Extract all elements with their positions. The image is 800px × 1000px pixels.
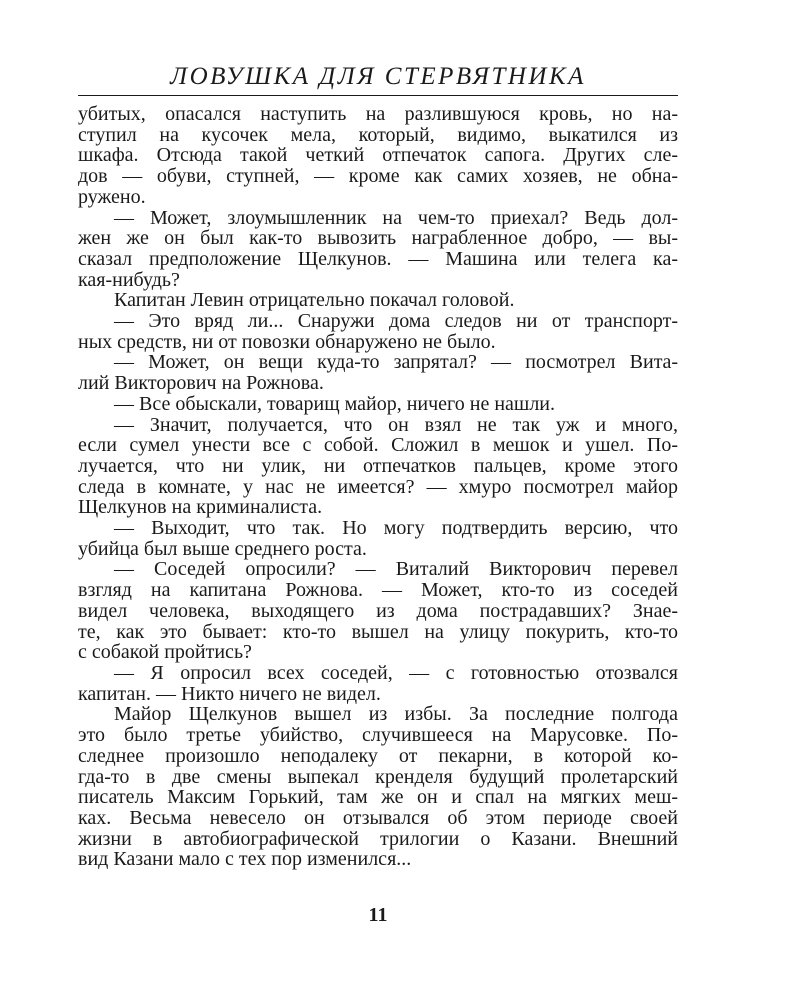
text-line: убитых, опасался наступить на разлившуюся кровь, но на- [78, 103, 678, 125]
text-line: ступил на кусочек мела, который, видимо, выкатился из [78, 123, 678, 146]
text-line: шкафа. Отсюда такой четкий отпечаток сапога. Других сле- [78, 144, 678, 167]
text-line: — Я опросил всех соседей, — с готовностью отозвался [114, 661, 678, 684]
text-line: Капитан Левин отрицательно покачал головой. [114, 289, 515, 312]
text-line: взгляд на капитана Рожнова. — Может, кто-то из соседей [78, 579, 678, 602]
text-line: те, как это бывает: кто-то вышел на улицу покурить, кто-то [78, 620, 678, 643]
body-text [78, 104, 678, 870]
text-line: убийца был выше среднего роста. [78, 537, 367, 560]
header-rule [78, 95, 678, 96]
text-line: гда-то в две смены выпекал кренделя будущий пролетарский [78, 765, 678, 788]
text-line: ках. Весьма невесело он отзывался об этом периоде своей [78, 806, 678, 829]
text-line: Майор Щелкунов вышел из избы. За последние полгода [114, 703, 678, 726]
text-line: если сумел унести все с собой. Сложил в мешок и ушел. По- [78, 434, 678, 457]
running-head: ЛОВУШКА ДЛЯ СТЕРВЯТНИКА [170, 63, 586, 90]
text-line: — Может, злоумышленник на чем-то приехал? Ведь дол- [114, 206, 678, 229]
text-line: дов — обуви, ступней, — кроме как самих хозяев, не обна- [78, 165, 678, 188]
text-line: жизни в автобиографической трилогии о Казани. Внешний [78, 827, 678, 850]
text-line: с собакой пройтись? [78, 641, 252, 664]
text-line: видел человека, выходящего из дома пострадавших? Знае- [78, 599, 678, 622]
page-number: 11 [368, 904, 388, 926]
text-line: жен же он был как-то вывозить награбленное добро, — вы- [78, 227, 678, 250]
text-line: кая-нибудь? [78, 268, 180, 291]
text-line: следнее произошло неподалеку от пекарни, в которой ко- [78, 744, 678, 767]
text-line: — Может, он вещи куда-то запрятал? — посмотрел Витa- [114, 351, 678, 374]
text-line: — Значит, получается, что он взял не так уж и много, [114, 413, 678, 436]
text-line: — Все обыскали, товарищ майор, ничего не нашли. [114, 392, 556, 415]
book-page [78, 62, 678, 972]
text-line: сказал предположение Щелкунов. — Машина или телега ка- [78, 247, 678, 270]
text-line: писатель Максим Горький, там же он и спал на мягких меш- [78, 786, 678, 809]
text-line: вид Казани мало с тех пор изменился... [78, 848, 412, 871]
text-line: это было третье убийство, случившееся на Марусовке. По- [78, 724, 678, 747]
text-line: лий Викторович на Рожнова. [78, 372, 324, 395]
text-line: лучается, что ни улик, ни отпечатков пальцев, кроме этого [78, 454, 678, 477]
text-line: ных средств, ни от повозки обнаружено не было. [78, 330, 496, 353]
text-line: — Это вряд ли... Снаружи дома следов ни от транспорт- [114, 310, 678, 333]
text-line: — Соседей опросили? — Виталий Викторович перевел [114, 558, 678, 581]
text-line: капитан. — Никто ничего не видел. [78, 682, 381, 705]
text-line: следа в комнате, у нас не имеется? — хмуро посмотрел майор [78, 475, 678, 498]
text-line: — Выходит, что так. Но могу подтвердить версию, что [114, 517, 678, 540]
text-line: ружено. [78, 185, 146, 208]
text-line: Щелкунов на криминалиста. [78, 496, 323, 519]
